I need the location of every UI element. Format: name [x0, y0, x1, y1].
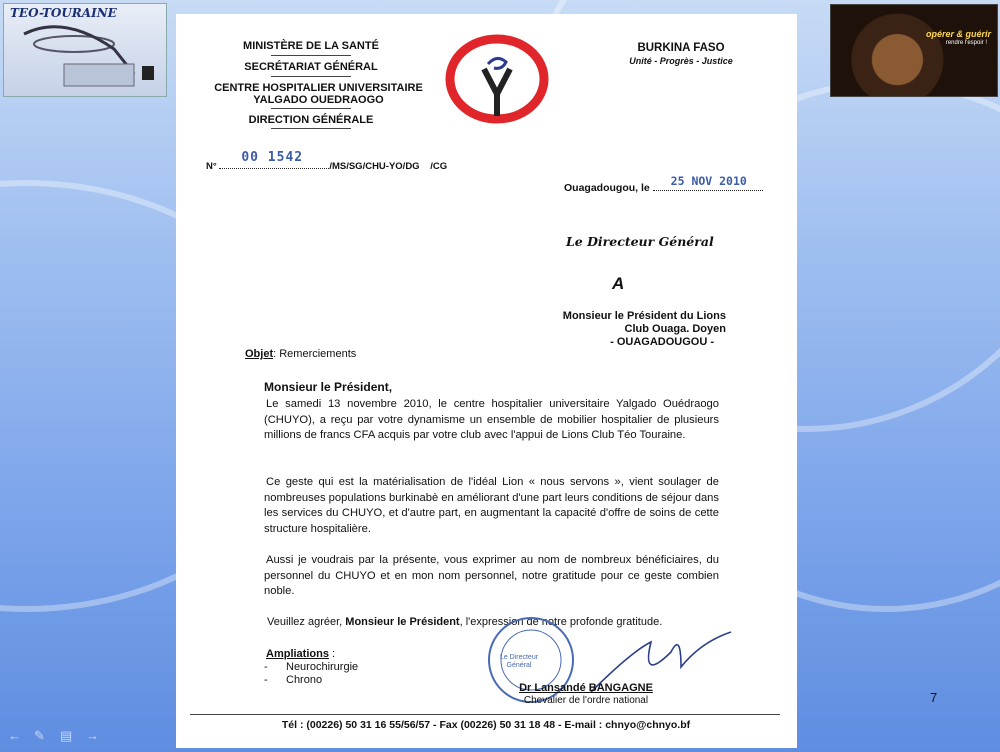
closing-post: , l'expression de notre profonde gratitude. — [459, 616, 663, 628]
photo-caption-sub: rendre l'espoir ! — [945, 40, 987, 46]
divider — [271, 55, 351, 56]
previous-arrow-icon[interactable]: ← — [8, 728, 21, 743]
paragraph-3: Aussi je voudrais par la présente, vous exprimer au nom de nombreux bénéficiaires, du personnel du CHUYO et en mon nom personnel, notre gratitude pour ce geste combien noble. — [264, 554, 719, 598]
object-text: : Remerciements — [273, 348, 357, 360]
teo-touraine-logo — [3, 3, 167, 97]
signatory-name: Dr Lansandé BANGAGNE — [519, 682, 653, 694]
ampliation-item: - Neurochirurgie — [264, 661, 359, 673]
country-motto: Unité - Progrès - Justice — [629, 56, 733, 66]
recipient-city: - OUAGADOUGOU - — [610, 336, 714, 348]
ministry-line: MINISTÈRE DE LA SANTÉ — [243, 40, 379, 52]
logo-text: TEO-TOURAINE — [10, 6, 117, 20]
divider — [271, 128, 351, 129]
object-label: Objet — [245, 348, 274, 360]
signatory-title: Chevalier de l'ordre national — [523, 695, 649, 706]
pen-icon[interactable]: ✎ — [34, 728, 45, 743]
ministry-header — [196, 40, 426, 52]
ministry-line: SECRÉTARIAT GÉNÉRAL — [244, 61, 378, 73]
ampliations-label: Ampliations — [266, 648, 329, 660]
sender-title: Le Directeur Général — [566, 234, 714, 249]
lion-sculpture-image — [4, 4, 164, 94]
ministry-line: CENTRE HOSPITALIER UNIVERSITAIRE — [214, 82, 423, 94]
letter-page — [176, 14, 797, 748]
letter-footer: Tél : (00226) 50 31 16 55/56/57 - Fax (00226) 50 31 18 48 - E-mail : chnyo@chnyo.bf — [281, 719, 691, 731]
recipient-line: Monsieur le Président du Lions — [562, 310, 726, 322]
menu-icon[interactable]: ▤ — [60, 728, 73, 743]
divider — [271, 108, 351, 109]
place-date — [564, 174, 763, 194]
salutation: Monsieur le Président, — [264, 380, 393, 394]
place-label: Ouagadougou, le — [564, 182, 650, 194]
ministry-line: YALGADO OUEDRAOGO — [253, 94, 384, 106]
stamp-text: Le Directeur Général — [499, 654, 539, 669]
recipient-block — [506, 310, 726, 349]
closing-bold: Monsieur le Président — [345, 616, 460, 628]
divider — [271, 76, 351, 77]
ref-number: 00 1542 — [241, 150, 304, 165]
paragraph-2: Ce geste qui est la matérialisation de l'idéal Lion « nous servons », vient soulager de nombreuses populations burkinabè en améliorant d'une part leurs conditions de séjour dans les services du CHUYO, et d'autre part, en augmentant la capacité d'offre de soins de cette structure hospitalière. — [264, 476, 719, 535]
photo-caption: opérer & guérir — [925, 29, 991, 39]
children-photo — [830, 4, 998, 97]
next-arrow-icon[interactable]: → — [86, 728, 99, 743]
ministry-line: DIRECTION GÉNÉRALE — [248, 114, 374, 126]
recipient-line: Club Ouaga. Doyen — [624, 323, 726, 335]
ref-suffix: /MS/SG/CHU-YO/DG — [329, 161, 420, 172]
ampliation-text: Neurochirurgie — [286, 661, 359, 673]
reference-line — [206, 150, 448, 172]
object-line — [245, 348, 356, 360]
ampliation-item: - Chrono — [264, 674, 323, 686]
caduceus-emblem — [444, 34, 550, 124]
closing-pre: Veuillez agréer, — [267, 616, 343, 628]
country-name: BURKINA FASO — [637, 42, 725, 54]
ampliations-colon: : — [328, 648, 336, 660]
paragraph-1: Le samedi 13 novembre 2010, le centre hospitalier universitaire Yalgado Ouédraogo (CHUYO), a reçu par votre dynamisme un ensemble de mobilier hospitalier de plusieurs millions de francs CFA acquis par votre club avec l'appui de Lions Club Téo Touraine. — [264, 398, 719, 442]
ampliations-block — [266, 648, 358, 687]
ref-suffix-2: /CG — [430, 161, 448, 172]
addressee-marker: A — [612, 274, 625, 293]
date-stamp: 25 NOV 2010 — [670, 174, 747, 188]
footer-divider — [190, 714, 780, 715]
ampliation-text: Chrono — [286, 674, 323, 686]
ref-label: N° — [206, 161, 217, 172]
slide-page-number: 7 — [930, 690, 938, 705]
